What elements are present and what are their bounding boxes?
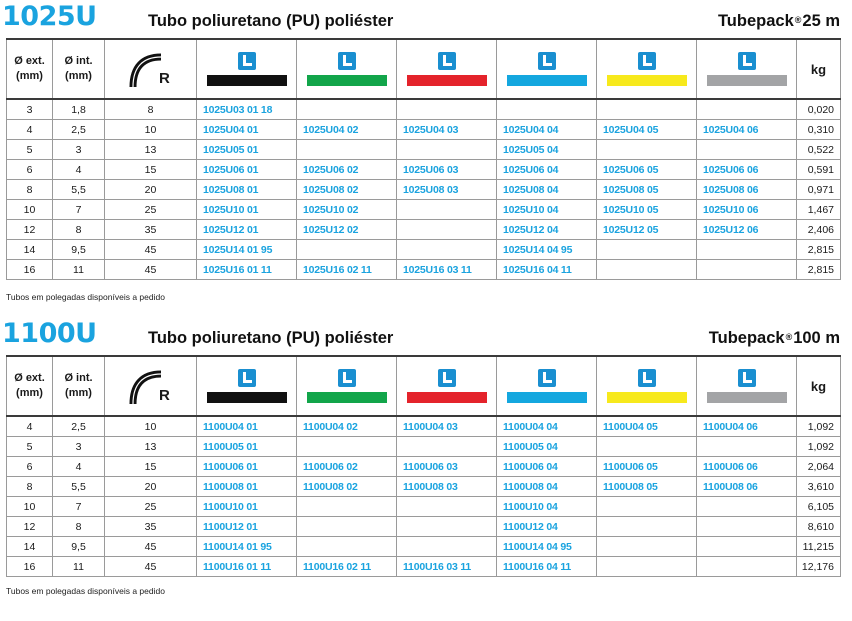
table-row	[7, 180, 841, 200]
cell-ref-green: 1025U16 02 11	[297, 260, 397, 280]
cell-ref-grey	[697, 517, 797, 537]
section-header	[0, 1, 852, 34]
cell-ext-diameter: 12	[7, 220, 53, 240]
color-column-grey	[697, 39, 797, 99]
cell-ref-yellow	[597, 240, 697, 260]
cell-ref-green: 1025U10 02	[297, 200, 397, 220]
cell-ref-grey	[697, 537, 797, 557]
table-row	[7, 260, 841, 280]
cell-bend-radius: 20	[105, 477, 197, 497]
cell-ref-green: 1025U12 02	[297, 220, 397, 240]
cell-ref-grey	[697, 99, 797, 120]
cell-bend-radius: 13	[105, 437, 197, 457]
pack-reg-mark: ®	[794, 15, 802, 25]
table-row	[7, 477, 841, 497]
cell-int-diameter: 8	[53, 517, 105, 537]
header-int-diameter	[53, 356, 105, 416]
cell-ext-diameter: 4	[7, 120, 53, 140]
cell-ref-red	[397, 220, 497, 240]
color-swatch-yellow	[607, 392, 687, 403]
cell-ref-blue: 1100U06 04	[497, 457, 597, 477]
header-int-diameter	[53, 39, 105, 99]
cell-ref-yellow	[597, 517, 697, 537]
cell-kg: 0,522	[797, 140, 841, 160]
cell-ref-yellow: 1025U12 05	[597, 220, 697, 240]
cell-ref-black: 1100U16 01 11	[197, 557, 297, 577]
cell-ref-black: 1100U08 01	[197, 477, 297, 497]
cell-bend-radius: 35	[105, 220, 197, 240]
cell-kg: 1,467	[797, 200, 841, 220]
tubepack-icon	[338, 52, 356, 70]
cell-ref-grey	[697, 557, 797, 577]
color-swatch-yellow	[607, 75, 687, 86]
cell-ref-blue: 1100U10 04	[497, 497, 597, 517]
product-description: Tubo poliuretano (PU) poliéster	[148, 329, 394, 347]
pack-label: Tubepack	[708, 329, 785, 347]
table-header-row	[7, 356, 841, 416]
cell-bend-radius: 45	[105, 260, 197, 280]
product-table	[6, 38, 841, 280]
cell-ref-blue: 1025U14 04 95	[497, 240, 597, 260]
cell-ext-diameter: 8	[7, 180, 53, 200]
color-column-black	[197, 39, 297, 99]
cell-ref-black: 1025U10 01	[197, 200, 297, 220]
cell-bend-radius: 45	[105, 537, 197, 557]
cell-ext-diameter: 14	[7, 537, 53, 557]
cell-ref-yellow	[597, 99, 697, 120]
cell-kg: 6,105	[797, 497, 841, 517]
radius-label: R	[159, 70, 170, 87]
header-ext-label: Ø ext.	[14, 372, 45, 384]
cell-int-diameter: 11	[53, 557, 105, 577]
cell-ref-green: 1025U06 02	[297, 160, 397, 180]
pack-size	[709, 329, 840, 348]
cell-ref-black: 1100U10 01	[197, 497, 297, 517]
color-swatch-red	[407, 392, 487, 403]
color-swatch-grey	[707, 75, 787, 86]
cell-kg: 0,020	[797, 99, 841, 120]
cell-int-diameter: 4	[53, 160, 105, 180]
header-bend-radius	[105, 356, 197, 416]
table-row	[7, 537, 841, 557]
color-swatch-grey	[707, 392, 787, 403]
cell-ref-green: 1025U08 02	[297, 180, 397, 200]
cell-ext-diameter: 14	[7, 240, 53, 260]
cell-kg: 12,176	[797, 557, 841, 577]
cell-ref-blue: 1025U12 04	[497, 220, 597, 240]
header-kg: kg	[797, 356, 841, 416]
product-code: 1100U	[2, 318, 97, 349]
cell-ref-black: 1025U12 01	[197, 220, 297, 240]
tubepack-icon	[738, 52, 756, 70]
cell-bend-radius: 15	[105, 160, 197, 180]
cell-ref-blue: 1100U14 04 95	[497, 537, 597, 557]
cell-ref-red	[397, 140, 497, 160]
cell-ref-yellow	[597, 260, 697, 280]
color-column-green	[297, 39, 397, 99]
color-swatch-black	[207, 75, 287, 86]
cell-bend-radius: 25	[105, 497, 197, 517]
color-swatch-blue	[507, 75, 587, 86]
table-row	[7, 240, 841, 260]
cell-ref-grey: 1025U04 06	[697, 120, 797, 140]
cell-ref-green	[297, 497, 397, 517]
color-column-blue	[497, 356, 597, 416]
cell-kg: 0,591	[797, 160, 841, 180]
cell-kg: 8,610	[797, 517, 841, 537]
cell-ext-diameter: 12	[7, 517, 53, 537]
cell-ref-red	[397, 537, 497, 557]
cell-ref-green: 1100U08 02	[297, 477, 397, 497]
header-kg: kg	[797, 39, 841, 99]
tubepack-icon	[638, 369, 656, 387]
cell-int-diameter: 3	[53, 437, 105, 457]
cell-ref-black: 1025U03 01 18	[197, 99, 297, 120]
table-header-row	[7, 39, 841, 99]
tubepack-icon	[738, 369, 756, 387]
cell-ref-black: 1025U05 01	[197, 140, 297, 160]
cell-ext-diameter: 5	[7, 437, 53, 457]
cell-ref-red: 1100U04 03	[397, 416, 497, 437]
cell-kg: 1,092	[797, 437, 841, 457]
tubepack-icon	[538, 369, 556, 387]
color-column-blue	[497, 39, 597, 99]
cell-ref-red	[397, 517, 497, 537]
cell-int-diameter: 4	[53, 457, 105, 477]
header-int-label: Ø int.	[64, 372, 93, 384]
table-row	[7, 457, 841, 477]
tubepack-icon	[638, 52, 656, 70]
section-header	[0, 318, 852, 351]
table-row	[7, 120, 841, 140]
cell-ext-diameter: 10	[7, 497, 53, 517]
cell-ext-diameter: 6	[7, 457, 53, 477]
header-ext-label: Ø ext.	[14, 55, 45, 67]
color-column-grey	[697, 356, 797, 416]
color-column-black	[197, 356, 297, 416]
cell-ref-red	[397, 437, 497, 457]
cell-ext-diameter: 10	[7, 200, 53, 220]
cell-ref-green	[297, 437, 397, 457]
cell-int-diameter: 2,5	[53, 120, 105, 140]
header-ext-unit: (mm)	[16, 70, 43, 82]
table-row	[7, 517, 841, 537]
cell-int-diameter: 9,5	[53, 537, 105, 557]
color-column-red	[397, 39, 497, 99]
cell-ref-grey	[697, 240, 797, 260]
cell-ref-black: 1100U04 01	[197, 416, 297, 437]
cell-bend-radius: 8	[105, 99, 197, 120]
header-bend-radius	[105, 39, 197, 99]
color-column-red	[397, 356, 497, 416]
cell-ref-blue: 1100U08 04	[497, 477, 597, 497]
cell-ext-diameter: 3	[7, 99, 53, 120]
cell-ref-grey: 1025U06 06	[697, 160, 797, 180]
cell-ref-grey: 1025U10 06	[697, 200, 797, 220]
table-row	[7, 497, 841, 517]
cell-ref-grey	[697, 140, 797, 160]
cell-kg: 2,064	[797, 457, 841, 477]
cell-ref-red: 1025U04 03	[397, 120, 497, 140]
cell-ref-black: 1025U04 01	[197, 120, 297, 140]
cell-ref-black: 1100U12 01	[197, 517, 297, 537]
color-swatch-green	[307, 392, 387, 403]
header-int-unit: (mm)	[65, 387, 92, 399]
cell-ref-blue: 1100U12 04	[497, 517, 597, 537]
cell-bend-radius: 25	[105, 200, 197, 220]
cell-ref-yellow: 1025U10 05	[597, 200, 697, 220]
cell-ref-blue: 1100U16 04 11	[497, 557, 597, 577]
cell-ext-diameter: 16	[7, 260, 53, 280]
cell-ref-yellow: 1100U08 05	[597, 477, 697, 497]
header-int-label: Ø int.	[64, 55, 93, 67]
cell-ref-blue: 1100U04 04	[497, 416, 597, 437]
cell-ref-red: 1100U08 03	[397, 477, 497, 497]
tubepack-icon	[438, 369, 456, 387]
cell-ref-grey: 1025U12 06	[697, 220, 797, 240]
cell-kg: 3,610	[797, 477, 841, 497]
cell-ref-black: 1025U08 01	[197, 180, 297, 200]
cell-kg: 11,215	[797, 537, 841, 557]
cell-int-diameter: 5,5	[53, 477, 105, 497]
pack-reg-mark: ®	[785, 332, 793, 342]
cell-ref-blue: 1025U06 04	[497, 160, 597, 180]
cell-ref-yellow	[597, 437, 697, 457]
cell-int-diameter: 11	[53, 260, 105, 280]
table-row	[7, 200, 841, 220]
tubepack-icon	[238, 369, 256, 387]
cell-ref-red	[397, 240, 497, 260]
cell-ref-black: 1025U06 01	[197, 160, 297, 180]
cell-ext-diameter: 16	[7, 557, 53, 577]
cell-ref-yellow: 1025U08 05	[597, 180, 697, 200]
cell-ref-green: 1025U04 02	[297, 120, 397, 140]
table-row	[7, 437, 841, 457]
cell-ref-red	[397, 200, 497, 220]
cell-ref-green	[297, 140, 397, 160]
color-column-green	[297, 356, 397, 416]
pack-label: Tubepack	[717, 12, 794, 30]
cell-bend-radius: 45	[105, 240, 197, 260]
cell-ref-grey	[697, 437, 797, 457]
cell-ref-grey: 1100U04 06	[697, 416, 797, 437]
cell-ref-yellow: 1100U04 05	[597, 416, 697, 437]
cell-int-diameter: 7	[53, 497, 105, 517]
cell-ref-green	[297, 537, 397, 557]
cell-kg: 2,815	[797, 260, 841, 280]
cell-ref-blue: 1100U05 04	[497, 437, 597, 457]
cell-ref-black: 1025U16 01 11	[197, 260, 297, 280]
cell-kg: 2,815	[797, 240, 841, 260]
table-row	[7, 416, 841, 437]
cell-kg: 0,971	[797, 180, 841, 200]
table-row	[7, 160, 841, 180]
cell-ref-yellow	[597, 557, 697, 577]
cell-ref-red: 1025U06 03	[397, 160, 497, 180]
bend-radius-icon	[123, 49, 179, 89]
cell-ref-blue: 1025U16 04 11	[497, 260, 597, 280]
header-ext-unit: (mm)	[16, 387, 43, 399]
cell-int-diameter: 7	[53, 200, 105, 220]
cell-int-diameter: 3	[53, 140, 105, 160]
cell-ext-diameter: 8	[7, 477, 53, 497]
tubepack-icon	[338, 369, 356, 387]
cell-ref-red: 1100U06 03	[397, 457, 497, 477]
color-swatch-red	[407, 75, 487, 86]
cell-ref-grey: 1025U08 06	[697, 180, 797, 200]
table-row	[7, 220, 841, 240]
cell-int-diameter: 2,5	[53, 416, 105, 437]
cell-ref-black: 1100U05 01	[197, 437, 297, 457]
cell-kg: 0,310	[797, 120, 841, 140]
cell-ref-grey	[697, 497, 797, 517]
cell-ref-yellow	[597, 537, 697, 557]
cell-int-diameter: 1,8	[53, 99, 105, 120]
cell-ref-green	[297, 517, 397, 537]
color-swatch-green	[307, 75, 387, 86]
cell-kg: 1,092	[797, 416, 841, 437]
cell-int-diameter: 5,5	[53, 180, 105, 200]
cell-ext-diameter: 6	[7, 160, 53, 180]
cell-bend-radius: 15	[105, 457, 197, 477]
color-swatch-blue	[507, 392, 587, 403]
header-ext-diameter	[7, 356, 53, 416]
header-ext-diameter	[7, 39, 53, 99]
cell-ref-yellow	[597, 497, 697, 517]
cell-bend-radius: 13	[105, 140, 197, 160]
cell-bend-radius: 45	[105, 557, 197, 577]
cell-ref-blue: 1025U05 04	[497, 140, 597, 160]
color-column-yellow	[597, 356, 697, 416]
footnote: Tubos em polegadas disponíveis a pedido	[6, 586, 165, 596]
cell-ref-green	[297, 99, 397, 120]
cell-int-diameter: 8	[53, 220, 105, 240]
cell-ref-yellow: 1100U06 05	[597, 457, 697, 477]
table-row	[7, 140, 841, 160]
cell-ref-blue: 1025U08 04	[497, 180, 597, 200]
cell-int-diameter: 9,5	[53, 240, 105, 260]
cell-ref-green	[297, 240, 397, 260]
color-swatch-black	[207, 392, 287, 403]
cell-ref-yellow	[597, 140, 697, 160]
cell-ref-green: 1100U06 02	[297, 457, 397, 477]
pack-length: 100 m	[793, 329, 840, 347]
cell-ref-black: 1100U14 01 95	[197, 537, 297, 557]
tubepack-icon	[438, 52, 456, 70]
cell-bend-radius: 10	[105, 416, 197, 437]
tubepack-icon	[538, 52, 556, 70]
table-row	[7, 99, 841, 120]
cell-ref-black: 1025U14 01 95	[197, 240, 297, 260]
color-column-yellow	[597, 39, 697, 99]
cell-ext-diameter: 4	[7, 416, 53, 437]
pack-size	[718, 12, 840, 31]
cell-ref-black: 1100U06 01	[197, 457, 297, 477]
cell-ref-green: 1100U04 02	[297, 416, 397, 437]
cell-bend-radius: 20	[105, 180, 197, 200]
cell-ref-red	[397, 99, 497, 120]
cell-ref-red: 1025U16 03 11	[397, 260, 497, 280]
product-code: 1025U	[2, 1, 97, 32]
cell-bend-radius: 10	[105, 120, 197, 140]
cell-ref-red: 1025U08 03	[397, 180, 497, 200]
cell-ref-yellow: 1025U06 05	[597, 160, 697, 180]
cell-ref-grey	[697, 260, 797, 280]
product-description: Tubo poliuretano (PU) poliéster	[148, 12, 394, 30]
footnote: Tubos em polegadas disponíveis a pedido	[6, 292, 165, 302]
product-table	[6, 355, 841, 577]
cell-bend-radius: 35	[105, 517, 197, 537]
cell-ref-grey: 1100U08 06	[697, 477, 797, 497]
cell-ref-red	[397, 497, 497, 517]
cell-ref-yellow: 1025U04 05	[597, 120, 697, 140]
cell-ext-diameter: 5	[7, 140, 53, 160]
header-int-unit: (mm)	[65, 70, 92, 82]
cell-kg: 2,406	[797, 220, 841, 240]
radius-label: R	[159, 387, 170, 404]
pack-length: 25 m	[802, 12, 840, 30]
cell-ref-red: 1100U16 03 11	[397, 557, 497, 577]
cell-ref-blue	[497, 99, 597, 120]
cell-ref-blue: 1025U04 04	[497, 120, 597, 140]
cell-ref-blue: 1025U10 04	[497, 200, 597, 220]
table-row	[7, 557, 841, 577]
tubepack-icon	[238, 52, 256, 70]
bend-radius-icon	[123, 366, 179, 406]
cell-ref-green: 1100U16 02 11	[297, 557, 397, 577]
cell-ref-grey: 1100U06 06	[697, 457, 797, 477]
